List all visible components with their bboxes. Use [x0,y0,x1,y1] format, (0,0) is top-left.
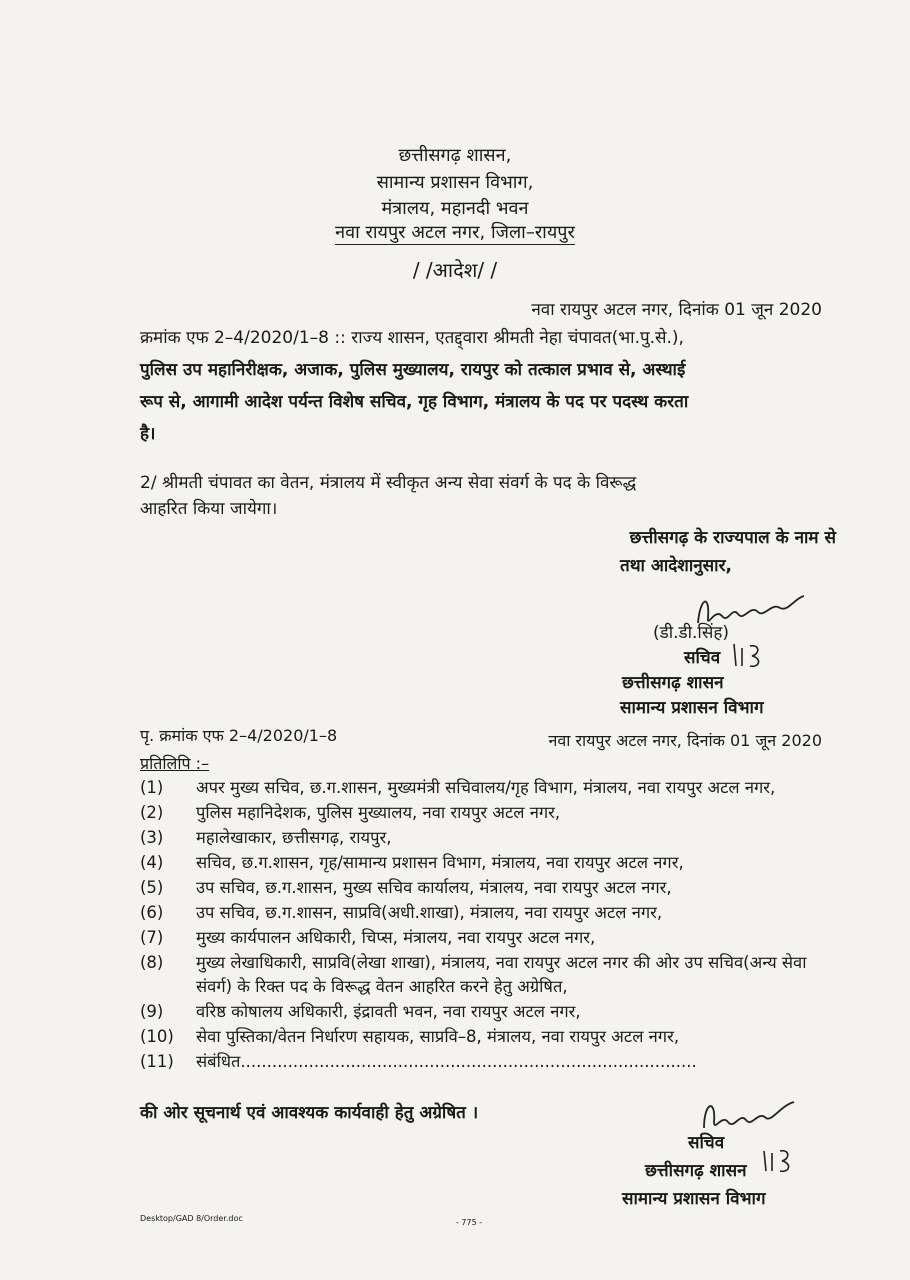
copy-reference: पृ. क्रमांक एफ 2–4/2020/1–8 [140,726,338,745]
para1-line-1: क्रमांक एफ 2–4/2020/1–8 :: राज्य शासन, एतद्द्वारा श्रीमती नेहा चंपावत(भा.पु.से.), [140,328,684,348]
list-item: (2) पुलिस महानिदेशक, पुलिस मुख्यालय, नवा रायपुर अटल नगर, [140,803,561,822]
signatory-dept-1: छत्तीसगढ़ शासन [622,673,724,693]
list-item: (7) मुख्य कार्यपालन अधिकारी, चिप्स, मंत्रालय, नवा रायपुर अटल नगर, [140,928,596,947]
copy-list [140,776,840,1075]
signatory-2-dept-1: छत्तीसगढ़ शासन [645,1161,747,1181]
list-item: (6) उप सचिव, छ.ग.शासन, साप्रवि(अधी.शाखा), मंत्रालय, नवा रायपुर अटल नगर, [140,903,663,922]
header-line-4: नवा रायपुर अटल नगर, जिला–रायपुर [335,222,575,243]
order-title: / /आदेश/ / [412,258,498,282]
signatory-2-designation: सचिव [688,1133,725,1153]
copy-place-date: नवा रायपुर अटल नगर, दिनांक 01 जून 2020 [548,731,822,750]
header-line-1: छत्तीसगढ़ शासन, [398,145,512,166]
order-paragraph-1 [140,322,830,450]
para1-line-4: है। [140,424,156,444]
initials-mark-2 [760,1145,800,1175]
signatory-2-dept-2: सामान्य प्रशासन विभाग [622,1189,766,1209]
copy-heading: प्रतिलिपि :– [140,754,210,773]
list-item: (4) सचिव, छ.ग.शासन, गृह/सामान्य प्रशासन विभाग, मंत्रालय, नवा रायपुर अटल नगर, [140,853,684,872]
list-item: (1) अपर मुख्य सचिव, छ.ग.शासन, मुख्यमंत्री सचिवालय/गृह विभाग, मंत्रालय, नवा रायपुर अटल नगर, [140,778,776,797]
copy-closing: की ओर सूचनार्थ एवं आवश्यक कार्यवाही हेतु अग्रेषित । [140,1103,479,1123]
order-place-date: नवा रायपुर अटल नगर, दिनांक 01 जून 2020 [531,300,822,320]
para2-line-2: आहरित किया जायेगा। [140,499,278,519]
para1-line-2: पुलिस उप महानिरीक्षक, अजाक, पुलिस मुख्यालय, रायपुर को तत्काल प्रभाव से, अस्थाई [140,360,686,380]
initials-mark [730,640,770,670]
list-item: (9) वरिष्ठ कोषालय अधिकारी, इंद्रावती भवन, नवा रायपुर अटल नगर, [140,1002,581,1021]
header-line-3: मंत्रालय, महानदी भवन [381,198,529,219]
signatory-dept-2: सामान्य प्रशासन विभाग [620,698,764,718]
list-item: (10) सेवा पुस्तिका/वेतन निर्धारण सहायक, साप्रवि–8, मंत्रालय, नवा रायपुर अटल नगर, [140,1027,680,1046]
footer-file-path: Desktop/GAD 8/Order.doc [140,1214,243,1223]
authority-line-1: छत्तीसगढ़ के राज्यपाल के नाम से [629,528,836,548]
signatory-name: (डी.डी.सिंह) [653,623,729,643]
order-paragraph-2 [140,470,830,522]
header-line-2: सामान्य प्रशासन विभाग, [376,172,534,193]
footer-page-number: - 775 - [456,1218,483,1227]
list-item: (3) महालेखाकार, छत्तीसगढ़, रायपुर, [140,828,392,847]
para1-line-3: रूप से, आगामी आदेश पर्यन्त विशेष सचिव, गृह विभाग, मंत्रालय के पद पर पदस्थ करता [140,392,689,412]
signatory-designation: सचिव [684,648,721,668]
para2-line-1: 2/ श्रीमती चंपावत का वेतन, मंत्रालय में स्वीकृत अन्य सेवा संवर्ग के पद के विरूद्ध [140,473,637,493]
list-item: (11) संबंधित....................................................................................... [140,1052,697,1071]
list-item: (5) उप सचिव, छ.ग.शासन, मुख्य सचिव कार्यालय, मंत्रालय, नवा रायपुर अटल नगर, [140,878,672,897]
list-item: (8) मुख्य लेखाधिकारी, साप्रवि(लेखा शाखा), मंत्रालय, नवा रायपुर अटल नगर की ओर उप सचिव(अन्य सेवा संवर्ग) के रिक्त पद के विरूद्ध वेतन आहरित करने हेतु अग्रेषित, [140,953,807,996]
authority-line-2: तथा आदेशानुसार, [620,556,732,576]
